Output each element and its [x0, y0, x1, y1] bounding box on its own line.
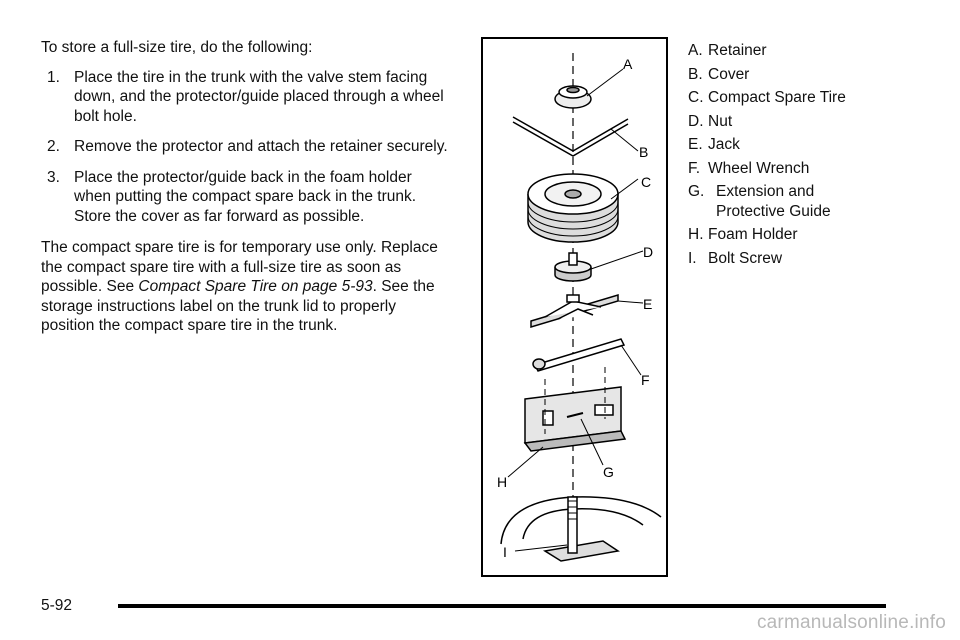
step-text: Remove the protector and attach the retainer securely. [74, 138, 448, 155]
watermark-text: carmanualsonline.info [756, 612, 946, 633]
leader-a [587, 69, 623, 96]
step-text: Place the tire in the trunk with the valve stem facing down, and the protector/guide placed through a wheel bolt hole. [74, 68, 444, 125]
step-item [41, 168, 451, 227]
callout-b: B [639, 144, 649, 160]
paragraph-text-b: . See the storage instructions label on the trunk lid to properly position the compact spare tire in the trunk. [41, 278, 435, 334]
step-item [41, 68, 451, 127]
paragraph-text-a: The compact spare tire is for temporary use only. Replace the compact spare tire with a full-size tire as soon as possible. See [41, 239, 438, 295]
legend-item [688, 88, 938, 108]
retainer-part [555, 86, 591, 108]
callout-d: D [643, 244, 654, 260]
legend-key: B. [688, 65, 703, 83]
legend-label: Foam Holder [708, 226, 798, 243]
step-text: Place the protector/guide back in the foam holder when putting the compact spare back in the trunk. Store the cover as far forward as possible. [74, 168, 417, 225]
step-number: 2. [47, 138, 60, 155]
legend-label: Jack [708, 136, 740, 153]
legend-label: Bolt Screw [708, 249, 783, 267]
callout-i: I [503, 544, 507, 560]
callout-e: E [643, 296, 653, 312]
legend-label: Wheel Wrench [708, 159, 810, 177]
callout-g: G [603, 464, 614, 480]
step-item [41, 137, 451, 157]
legend-item [688, 249, 938, 269]
legend-key: D. [688, 112, 704, 130]
legend-label: Extension and Protective Guide [716, 183, 831, 220]
figure-legend [688, 41, 938, 272]
leader-h [508, 447, 543, 477]
foam-holder-part [525, 367, 625, 451]
legend-key: C. [688, 89, 704, 106]
legend-label: Compact Spare Tire [708, 89, 846, 106]
footer-rule [118, 604, 886, 608]
callout-a: A [623, 56, 633, 72]
step-number: 1. [47, 68, 60, 86]
steps-list [41, 68, 451, 227]
step-number: 3. [47, 168, 60, 186]
temporary-use-paragraph [41, 238, 451, 336]
legend-label: Retainer [708, 42, 767, 59]
cross-reference-link[interactable]: Compact Spare Tire on page 5-93 [138, 278, 373, 295]
cover-part [513, 117, 628, 156]
legend-item [688, 112, 938, 132]
legend-key: I. [688, 249, 697, 267]
spare-well-part [501, 497, 661, 561]
legend-key: A. [688, 42, 703, 59]
legend-key: H. [688, 226, 704, 243]
compact-spare-tire-part [528, 174, 618, 242]
callout-f: F [641, 372, 650, 388]
legend-item [688, 182, 938, 221]
spare-tire-storage-figure [481, 37, 668, 577]
legend-label: Nut [708, 112, 733, 130]
legend-item [688, 65, 938, 85]
nut-part [555, 253, 591, 281]
jack-part [531, 295, 618, 327]
legend-key: F. [688, 159, 701, 177]
intro-text: To store a full-size tire, do the following: [41, 39, 313, 56]
wheel-wrench-part [533, 339, 624, 371]
leader-f [621, 345, 641, 375]
callout-h: H [497, 474, 508, 490]
legend-label: Cover [708, 65, 750, 83]
legend-key: G. [688, 183, 705, 200]
legend-item [688, 225, 938, 245]
leader-b [611, 129, 638, 151]
body-text-column [41, 38, 451, 346]
exploded-view-illustration [483, 39, 666, 575]
leader-e [618, 301, 643, 303]
page-number: 5-92 [41, 597, 73, 614]
legend-item [688, 135, 938, 155]
legend-key: E. [688, 136, 703, 153]
legend-item [688, 159, 938, 179]
callout-c: C [641, 174, 652, 190]
legend-item [688, 41, 938, 61]
leader-d [591, 251, 643, 269]
